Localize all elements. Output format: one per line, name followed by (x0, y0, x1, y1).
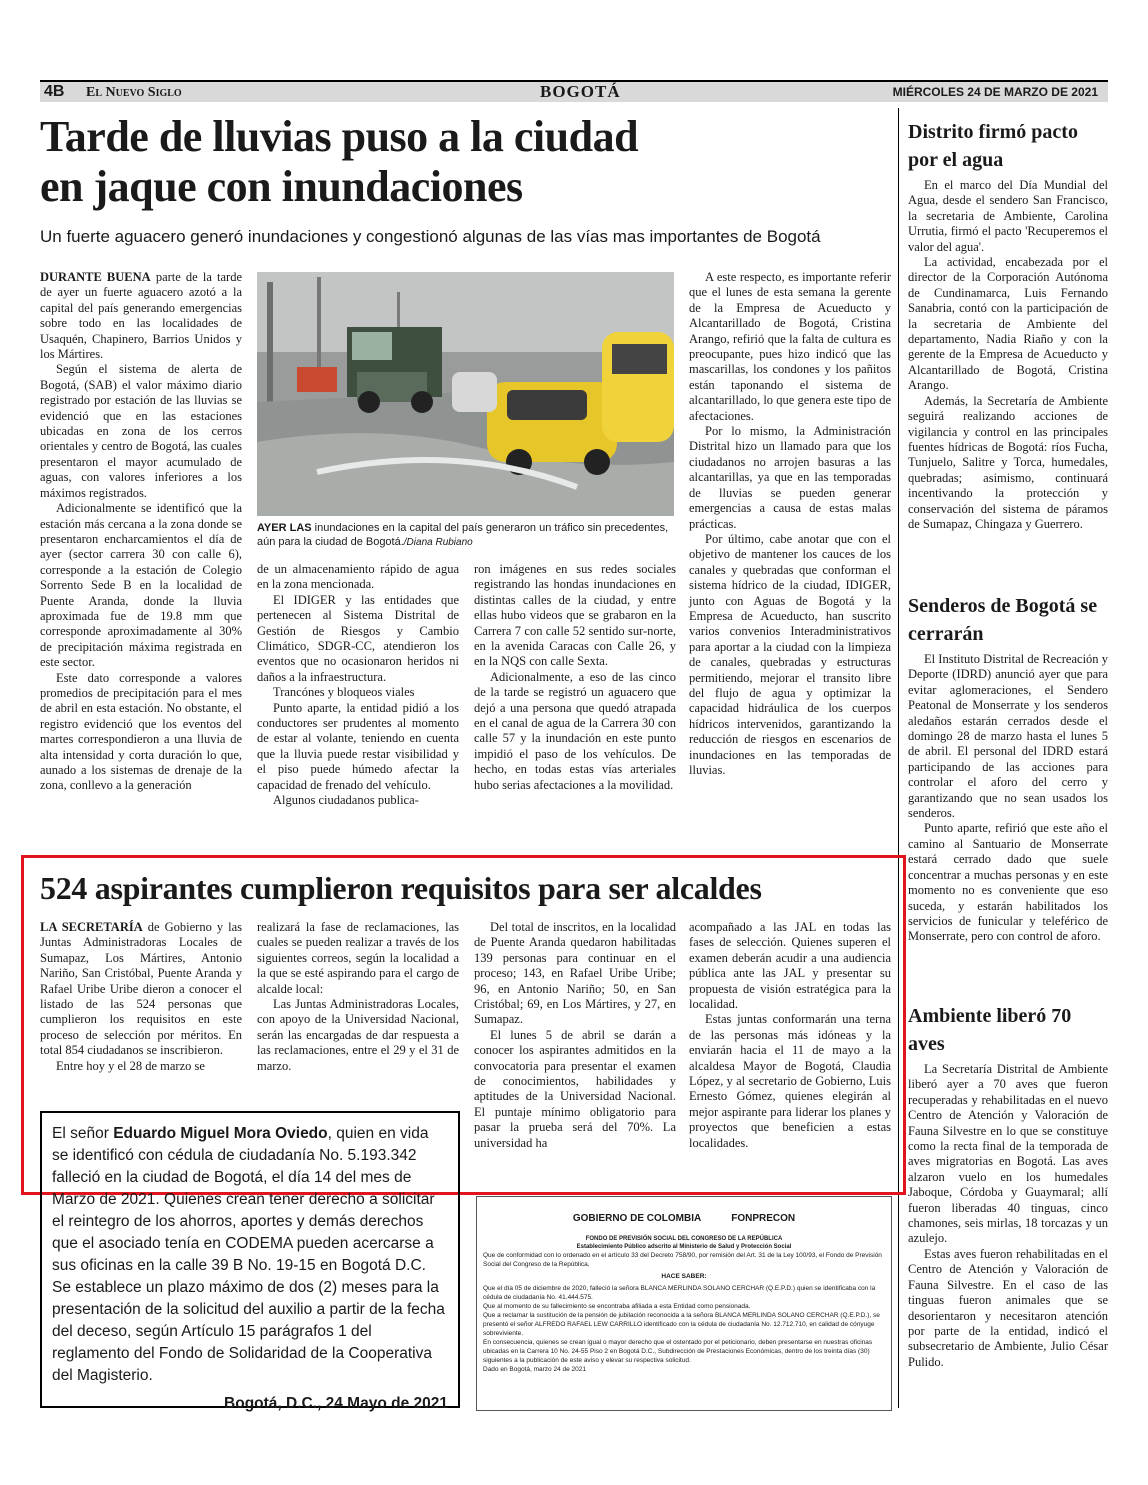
page-header (40, 80, 1108, 102)
second-lead-caps: LA SECRETARÍA (40, 920, 143, 934)
notice-body: , quien en vida se identificó con cédula de ciudadanía No. 5.193.342 falleció en la ciudad de Bogotá, el día 14 del mes de Marzo de 2021. Quienes crean tener derecho a solicitar el reintegro de los ahorros, aportes y demás derechos que el asociado tenía en CODEMA pueden acercarse a sus oficinas en la calle 39 B No. 19-15 en Bogotá D.C. Se establece un plazo máximo de dos (2) meses para la presentación de la solicitud del auxilio a partir de la fecha del deceso, según Artículo 15 parágrafos 1 del reglamento del Fondo de Solidaridad de la Cooperativa del Magisterio. (52, 1125, 445, 1384)
sidebar-story2-p2: Punto aparte, refirió que este año el camino al Santuario de Monserrate estará cerrado dado que suele concentrar a muchas personas y en este momento no es conveniente que eso suceda, y estarán habilitados los servicios de funicular y teleférico de Monserrate, pero con control de aforo. (908, 821, 1108, 944)
sidebar-divider (898, 108, 899, 1408)
fonprecon-p4: Que a reclamar la sustitución de la pensión de jubilación reconocida a la señora BLANCA MERLINDA SOLANO CERCHAR (Q.E.P.D.), se presentó el señor ALFREDO RAFAEL LEW CARRILLO identificado con la cédula de ciudadanía No. 12.712.710, en calidad de cónyuge sobreviviente. (483, 1312, 880, 1337)
main-col1-p2: Según el sistema de alerta de Bogotá, (SAB) el valor máximo diario registrado por estación de las lluvias se evidenció que en las estaciones ubicadas en zona de los cerros orientales y centro de Bogotá, las cuales presentaron el mayor acumulado de aguas, con valores inferiores a los máximos registrados. (40, 362, 242, 500)
fonprecon-p1: Que de conformidad con lo ordenado en el artículo 33 del Decreto 758/90, por remisión del Art. 31 de la Ley 100/93, el Fondo de Previsión Social del Congreso de la República, (483, 1252, 882, 1268)
fonprecon-hace-saber: HACE SABER: (661, 1273, 707, 1280)
main-subhead: Un fuerte aguacero generó inundaciones y congestionó algunas de las vías mas importantes de Bogotá (40, 227, 821, 246)
sidebar-story1-p2: La actividad, encabezada por el director de la Corporación Autónoma de Cundinamarca, Luis Fernando Sanabria, contó con la participación de la secretaria de Ambiente del departamento, Nadia Riaño y con la gerente de la Empresa de Acueducto y Alcantarillado de Bogotá, Cristina Arango. (908, 255, 1108, 393)
main-col3-p1: ron imágenes en sus redes sociales registrando las hondas inundaciones en distintas calles de la ciudad, y entre ellas hubo videos que se grabaron en la Carrera 7 con calle 52 sentido sur-norte, en la avenida Caracas con Calle 26, y en la NQS con calle Sexta. (474, 562, 676, 669)
main-col4-p2: Por lo mismo, la Administración Distrital hizo un llamado para que los ciudadanos no arrojen basuras a las alcantarillas, ya que en las temporadas de lluvias se pueden generar emergencias a causa de estas malas prácticas. (689, 424, 891, 531)
photo-caption (257, 521, 674, 550)
main-col2-p4: Punto aparte, la entidad pidió a los conductores ser prudentes al momento de estar al volante, teniendo en cuenta que la lluvia puede restar visibilidad y el piso puede húmedo afectar la capacidad de frenado del vehículo. (257, 700, 459, 792)
death-notice (40, 1111, 460, 1412)
second-col2-p2: Las Juntas Administradoras Locales, con apoyo de la Universidad Nacional, serán las encargadas de dar respuesta a las reclamaciones, entre el 29 y el 31 de marzo. (257, 997, 459, 1073)
fonprecon-p6: Dado en Bogotá, marzo 24 de 2021 (483, 1366, 586, 1373)
second-headline: 524 aspirantes cumplieron requisitos para ser alcaldes (40, 870, 762, 906)
main-col1-p4: Este dato corresponde a valores promedios de precipitación para el mes de abril en esta estación. No obstante, el registro evidenció que los eventos del martes correspondieron a una lluvia de alta intensidad y corta duración lo que, aunado a los sistemas de drenaje de la zona, conllevo a la generación (40, 670, 242, 793)
notice-intro: El señor (52, 1125, 109, 1142)
sidebar-story2-p1: El Instituto Distrital de Recreación y Deporte (IDRD) anunció ayer que para evitar aglomeraciones, el Sendero Peatonal de Monserrate y los senderos aledaños estarán cerrados desde el domingo 28 de marzo hasta el lunes 5 de abril. El personal del IDRD estará participando de las acciones para controlar el aforo del cerro y garantizando que no sean usados los senderos. (908, 652, 1108, 821)
paper-name: El Nuevo Siglo (86, 85, 182, 100)
gobierno-logo: GOBIERNO DE COLOMBIA (572, 1212, 702, 1224)
main-col2-p2: El IDIGER y las entidades que pertenecen al Sistema Distrital de Gestión de Riesgos y Cambio Climático, SDGR-CC, atendieron los eventos que no ocasionaron heridos ni daños a la infraestructura. (257, 592, 459, 684)
main-col1-p3: Adicionalmente se identificó que la estación más cercana a la zona donde se presentaron encharcamientos el día de ayer (sector carrera 30 con calle 6), corresponde a la estación de Colegio Sorrento Sede B en la localidad de Puente Aranda, donde la lluvia aproximada fue de 19.8 mm que corresponde aproximadamente al 30% de precipitación máxima registrada en este sector. (40, 501, 242, 670)
sidebar-story2-body (908, 652, 1108, 945)
fonprecon-p3: Que al momento de su fallecimiento se encontraba afiliada a esta Entidad como pensionada. (483, 1303, 751, 1310)
issue-date: MIÉRCOLES 24 DE MARZO DE 2021 (892, 85, 1098, 99)
fonprecon-header1: FONDO DE PREVISIÓN SOCIAL DEL CONGRESO DE LA REPÚBLICA (585, 1236, 783, 1242)
second-col1-p2: Entre hoy y el 28 de marzo se (56, 1058, 205, 1073)
main-col2-subhead: Trancónes y bloqueos viales (273, 685, 415, 700)
sidebar-story3-title: Ambiente liberó 70 aves (908, 1005, 1072, 1055)
caption-lead: AYER LAS (257, 522, 312, 534)
fonprecon-p2: Que el día 05 de diciembre de 2020, falleció la señora BLANCA MERLINDA SOLANO CERCHAR (Q.E.P.D.) quien se identificaba con la cédula de ciudadanía No. 41.444.575. (483, 1285, 876, 1301)
main-headline-line2: en jaque con inundaciones (40, 162, 523, 211)
fonprecon-notice (476, 1196, 892, 1411)
second-col3-p1: Del total de inscritos, en la localidad de Puente Aranda quedaron habilitadas 139 personas para continuar en el proceso; 143, en Rafael Uribe Uribe; 96, en Antonio Nariño; 50, en San Cristóbal; 69, en Los Mártires, y 27, en Sumapaz. (474, 920, 676, 1027)
notice-signature: Bogotá, D.C., 24 Mayo de 2021 (224, 1395, 448, 1412)
sidebar-story1-p1: En el marco del Día Mundial del Agua, desde el sendero San Francisco, la secretaria de Ambiente, Carolina Urrutia, firmó el pacto 'Recuperemos el valor del agua'. (908, 178, 1108, 254)
second-col4-p1: acompañado a las JAL en todas las fases de selección. Quienes superen el examen deberán acudir a una audiencia pública ante las JAL y presentar su propuesta de visión estratégica para la localidad. (689, 920, 891, 1012)
fonprecon-p5: En consecuencia, quienes se crean igual o mayor derecho que el ostentado por el peticionario, deben presentarse en nuestras oficinas ubicadas en la Carrera 10 No. 24-55 Piso 2 en Bogotá D.C., Subdirección de Prestaciones Económicas, dentro de los treinta días (30) siguientes a la publicación de este aviso y elevar su respectiva solicitud. (483, 1339, 873, 1364)
second-col1-p1: de Gobierno y las Juntas Administradoras Locales de Sumapaz, Los Mártires, Antonio Nariño, San Cristóbal, Puente Aranda y Rafael Uribe Uribe dieron a conocer el listado de las 524 personas que cumplieron los requisitos en este proceso de selección por méritos. En total 854 ciudadanos se inscribieron. (40, 920, 243, 1058)
sidebar-story3-p2: Estas aves fueron rehabilitadas en el Centro de Atención y Valoración de Fauna Silvestre. En el caso de las tinguas fueron animales que se desorientaron y necesitaron atención por parte de la entidad, indicó el subsecretario de Ambiente, Julio César Pulido. (908, 1246, 1108, 1369)
main-column-3 (474, 562, 676, 793)
second-col3-p2: El lunes 5 de abril se darán a conocer los aspirantes admitidos en la convocatoria para presentar el examen de conocimientos, habilidades y aptitudes de la Universidad Nacional. El puntaje mínimo obligatorio para pasar la prueba será del 70%. La universidad ha (474, 1027, 676, 1150)
sidebar-story1-title: Distrito firmó pacto por el agua (908, 121, 1078, 171)
main-col2-p1: de un almacenamiento rápido de agua en la zona mencionada. (257, 562, 459, 592)
sidebar-story3-body (908, 1062, 1108, 1370)
main-headline-line1: Tarde de lluvias puso a la ciudad (40, 112, 639, 161)
notice-name: Eduardo Miguel Mora Oviedo (113, 1125, 328, 1142)
second-col4-p2: Estas juntas conformarán una terna de las personas más idóneas y la enviarán hacia el 11 de mayo a la alcaldesa Mayor de Bogotá, Claudia López, y al secretario de Gobierno, Luis Ernesto Gómez, quienes elegirán al mejor aspirante para liderar los planes y proyectos que beneficien a estas localidades. (689, 1012, 891, 1150)
sidebar-story1-body (908, 178, 1108, 532)
sidebar-story3-p1: La Secretaría Distrital de Ambiente liberó ayer a 70 aves que fueron recuperadas y rehabilitadas en el nuevo Centro de Atención y Valoración de Fauna Silvestre en lo que se constituye como la recta final de la temporada de aves migratorias en Bogotá. Las aves alzaron vuelo en los humedales Jaboque, Córdoba y Guaymaral; allí fueron liberadas 40 tinguas, cinco chamones, seis mirlas, 18 torcazas y un azulejo. (908, 1062, 1108, 1246)
main-col3-p2: Adicionalmente, a eso de las cinco de la tarde se registró un aguacero que dejó a una persona que quedó atrapada en el canal de agua de la Carrera 30 con calle 57 y la inundación en este punto impidió el paso de los vehículos. De hecho, en todas estas vías arteriales hubo serias afectaciones a la movilidad. (474, 669, 676, 792)
main-col1-p1: parte de la tarde de ayer un fuerte aguacero azotó a la capital del país generando emergencias sobre todo en las localidades de Usaquén, Chapinero, Barrios Unidos y los Mártires. (40, 270, 242, 362)
fonprecon-header2: Establecimiento Público adscrito al Ministerio de Salud y Protección Social (576, 1244, 792, 1250)
main-column-2 (257, 562, 459, 809)
sidebar-story1-p3: Además, la Secretaría de Ambiente seguirá realizando acciones de vigilancia y control en las principales fuentes hídricas de Bogotá: ríos Fucha, Tunjuelo, Salitre y Torca, humedales, quebradas; asimismo, continuará incentivando la protección y conservación del sistema de páramos de Sumapaz, Chingaza y Guerrero. (908, 393, 1108, 531)
main-lead-caps: DURANTE BUENA (40, 270, 151, 284)
section-name: BOGOTÁ (540, 82, 621, 101)
sidebar-story2-title: Senderos de Bogotá se cerrarán (908, 595, 1098, 645)
main-col4-p3: Por último, cabe anotar que con el objetivo de mantener los cauces de los canales y quebradas que conforman el sistema hídrico de la ciudad, IDIGER, junto con Aguas de Bogotá y la Empresa de Acueducto, han suscrito varios convenios Interadministrativos para aportar a la ciudad con la limpieza de canales, quebradas y estructuras permitiendo, mejorar el transito libre del flujo de agua y optimizar la capacidad hidráulica de los cuerpos hídricos intervenidos, garantizando la reducción de riesgos en escenarios de inundaciones en las temporadas de lluvias. (689, 531, 891, 777)
photo-credit: /Diana Rubiano (403, 537, 473, 548)
page-number: 4B (44, 83, 65, 100)
main-headline (40, 112, 880, 212)
flood-photo-image (257, 272, 674, 516)
main-col2-p5: Algunos ciudadanos publica- (273, 793, 419, 808)
second-col2-p1: realizará la fase de reclamaciones, las cuales se pueden realizar a través de los siguientes correos, según la localidad a la que se esté aspirando para el cargo de alcalde local: (257, 920, 459, 996)
main-column-4 (689, 270, 891, 778)
notice-logos (483, 1201, 885, 1235)
caption-text: inundaciones en la capital del país generaron un tráfico sin precedentes, aún para la ciudad de Bogotá. (257, 522, 669, 548)
flood-photo (257, 272, 674, 516)
fonprecon-logo: FONPRECON (731, 1212, 796, 1224)
main-col4-p1: A este respecto, es importante referir que el lunes de esta semana la gerente de la Empresa de Acueducto y Alcantarillado de Bogotá, Cristina Arango, refirió que la falta de cultura es preocupante, pues hizo indicó que las mascarillas, los condones y los pañitos están taponando el sistema de alcantarillado, lo que genera este tipo de afectaciones. (689, 270, 891, 423)
main-column-1 (40, 270, 242, 794)
